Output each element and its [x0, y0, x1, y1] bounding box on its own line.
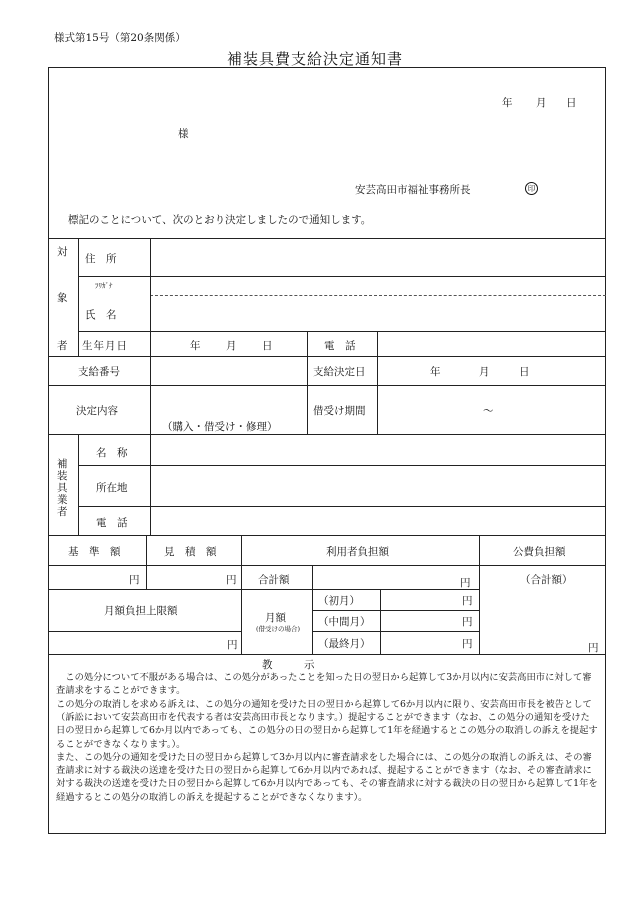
- vendor-vertical-1: 補: [57, 458, 68, 470]
- decision-date-label: 支給決定日: [313, 366, 366, 378]
- rule: [48, 385, 606, 386]
- birth-month: 月: [226, 340, 237, 352]
- rule: [312, 610, 479, 611]
- vendor-vertical-3: 具: [57, 482, 68, 494]
- rule: [48, 565, 606, 566]
- furigana-divider: [150, 295, 606, 296]
- rule: [48, 589, 479, 590]
- instruction-paragraph-2: この処分の取消しを求める訴えは、この処分の通知を受けた日の翌日から起算して6か月以内に限り、安芸高田市長を被告として（訴訟において安芸高田市を代表する者は安芸高田市長となります。）提起することができます（なお、この処分の通知を受けた日の翌日から起算して6か月以内であっても、この処分の日の翌日から起算して1年を経過するとこの処分の取消しの訴えを提起することができなくなります。）。: [56, 699, 598, 750]
- rule: [48, 434, 606, 435]
- middle-month-yen: 円: [462, 616, 473, 628]
- subject-vertical-3: 者: [57, 340, 68, 352]
- rule: [150, 356, 151, 434]
- rule: [48, 535, 606, 536]
- vendor-phone-label: 電 話: [96, 517, 128, 529]
- birth-day: 日: [262, 340, 273, 352]
- rule: [241, 535, 242, 654]
- rule: [48, 631, 241, 632]
- decision-day: 日: [519, 366, 530, 378]
- decision-year: 年: [430, 366, 441, 378]
- rule: [78, 434, 79, 535]
- rule: [380, 589, 381, 654]
- decision-content-options: （購入・借受け・修理）: [162, 421, 278, 433]
- total-yen: 円: [460, 577, 471, 589]
- monthly-label: 月額: [265, 612, 286, 624]
- base-amount-yen: 円: [129, 574, 140, 586]
- rule: [307, 331, 308, 356]
- vendor-vertical-2: 装: [57, 470, 68, 482]
- last-month-yen: 円: [462, 638, 473, 650]
- user-burden-label: 利用者負担額: [326, 546, 389, 558]
- middle-month-label: （中間月）: [318, 616, 371, 628]
- rule: [377, 331, 378, 356]
- issuer-name: 安芸高田市福祉事務所長: [355, 184, 471, 196]
- rule: [307, 356, 308, 434]
- recipient-suffix: 様: [178, 128, 189, 140]
- instruction-paragraph-1: この処分について不服がある場合は、この処分があったことを知った日の翌日から起算して3か月以内に安芸高田市に対して審査請求をすることができます。: [56, 672, 592, 697]
- name-label: 氏 名: [85, 309, 117, 321]
- rule: [479, 535, 480, 654]
- document-title: 補装具費支給決定通知書: [226, 50, 403, 68]
- total-label: 合計額: [258, 574, 290, 586]
- subject-phone-label: 電 話: [324, 340, 356, 352]
- estimate-yen: 円: [226, 574, 237, 586]
- date-month: 月: [536, 97, 547, 109]
- vendor-location-label: 所在地: [96, 482, 128, 494]
- rule: [150, 238, 151, 356]
- rule: [377, 356, 378, 434]
- decision-content-label: 決定内容: [76, 405, 118, 417]
- birthdate-label: 生年月日: [82, 340, 128, 352]
- vendor-vertical-4: 業: [57, 494, 68, 506]
- rule: [78, 331, 606, 332]
- first-month-label: （初月）: [318, 595, 360, 607]
- monthly-note: (借受けの場合): [256, 625, 301, 633]
- rule: [312, 565, 313, 654]
- first-month-yen: 円: [462, 595, 473, 607]
- address-label: 住 所: [85, 253, 117, 265]
- seal-mark: 印: [525, 182, 538, 195]
- rule: [48, 356, 606, 357]
- rental-period-label: 借受け期間: [313, 405, 366, 417]
- rental-period-tilde: 〜: [483, 405, 494, 417]
- monthly-cap-label: 月額負担上限額: [104, 605, 178, 617]
- public-burden-label: 公費負担額: [513, 546, 566, 558]
- rule: [78, 506, 606, 507]
- date-year: 年: [502, 97, 513, 109]
- estimate-label: 見 積 額: [164, 546, 217, 558]
- public-total-label: （合計額）: [520, 574, 573, 586]
- form-number: 様式第15号（第20条関係）: [54, 32, 186, 44]
- decision-month: 月: [479, 366, 490, 378]
- monthly-cap-yen: 円: [227, 639, 238, 651]
- furigana-label: ﾌﾘｶﾞﾅ: [95, 282, 113, 290]
- notice-intro: 標記のことについて、次のとおり決定しましたので通知します。: [68, 214, 372, 226]
- rule: [312, 631, 479, 632]
- date-day: 日: [566, 97, 577, 109]
- rule: [78, 238, 79, 356]
- instruction-title: 教 示: [262, 659, 315, 671]
- public-total-yen: 円: [588, 642, 599, 654]
- birth-year: 年: [190, 340, 201, 352]
- subject-vertical-2: 象: [57, 292, 68, 304]
- vendor-vertical-5: 者: [57, 506, 68, 518]
- rule: [146, 535, 147, 589]
- vendor-name-label: 名 称: [96, 447, 128, 459]
- last-month-label: （最終月）: [318, 638, 371, 650]
- rule: [78, 276, 606, 277]
- instruction-paragraph-3: また、この処分の通知を受けた日の翌日から起算して3か月以内に審査請求をした場合には、この処分の取消しの訴えは、その審査請求に対する裁決の送達を受けた日の翌日から起算して6か月以内であれば、提起することができます（なお、その審査請求に対する裁決の送達を受けた日の翌日から起算して6か月以内であっても、その審査請求に対する裁決の日の翌日から起算して1年を経過するとこの処分の取消しの訴えを提起することができなくなります）。: [56, 752, 598, 803]
- subject-vertical-1: 対: [57, 246, 68, 258]
- rule: [150, 434, 151, 535]
- rule: [48, 654, 606, 655]
- rule: [48, 238, 606, 239]
- payment-number-label: 支給番号: [78, 366, 120, 378]
- base-amount-label: 基 準 額: [68, 546, 121, 558]
- rule: [78, 465, 606, 466]
